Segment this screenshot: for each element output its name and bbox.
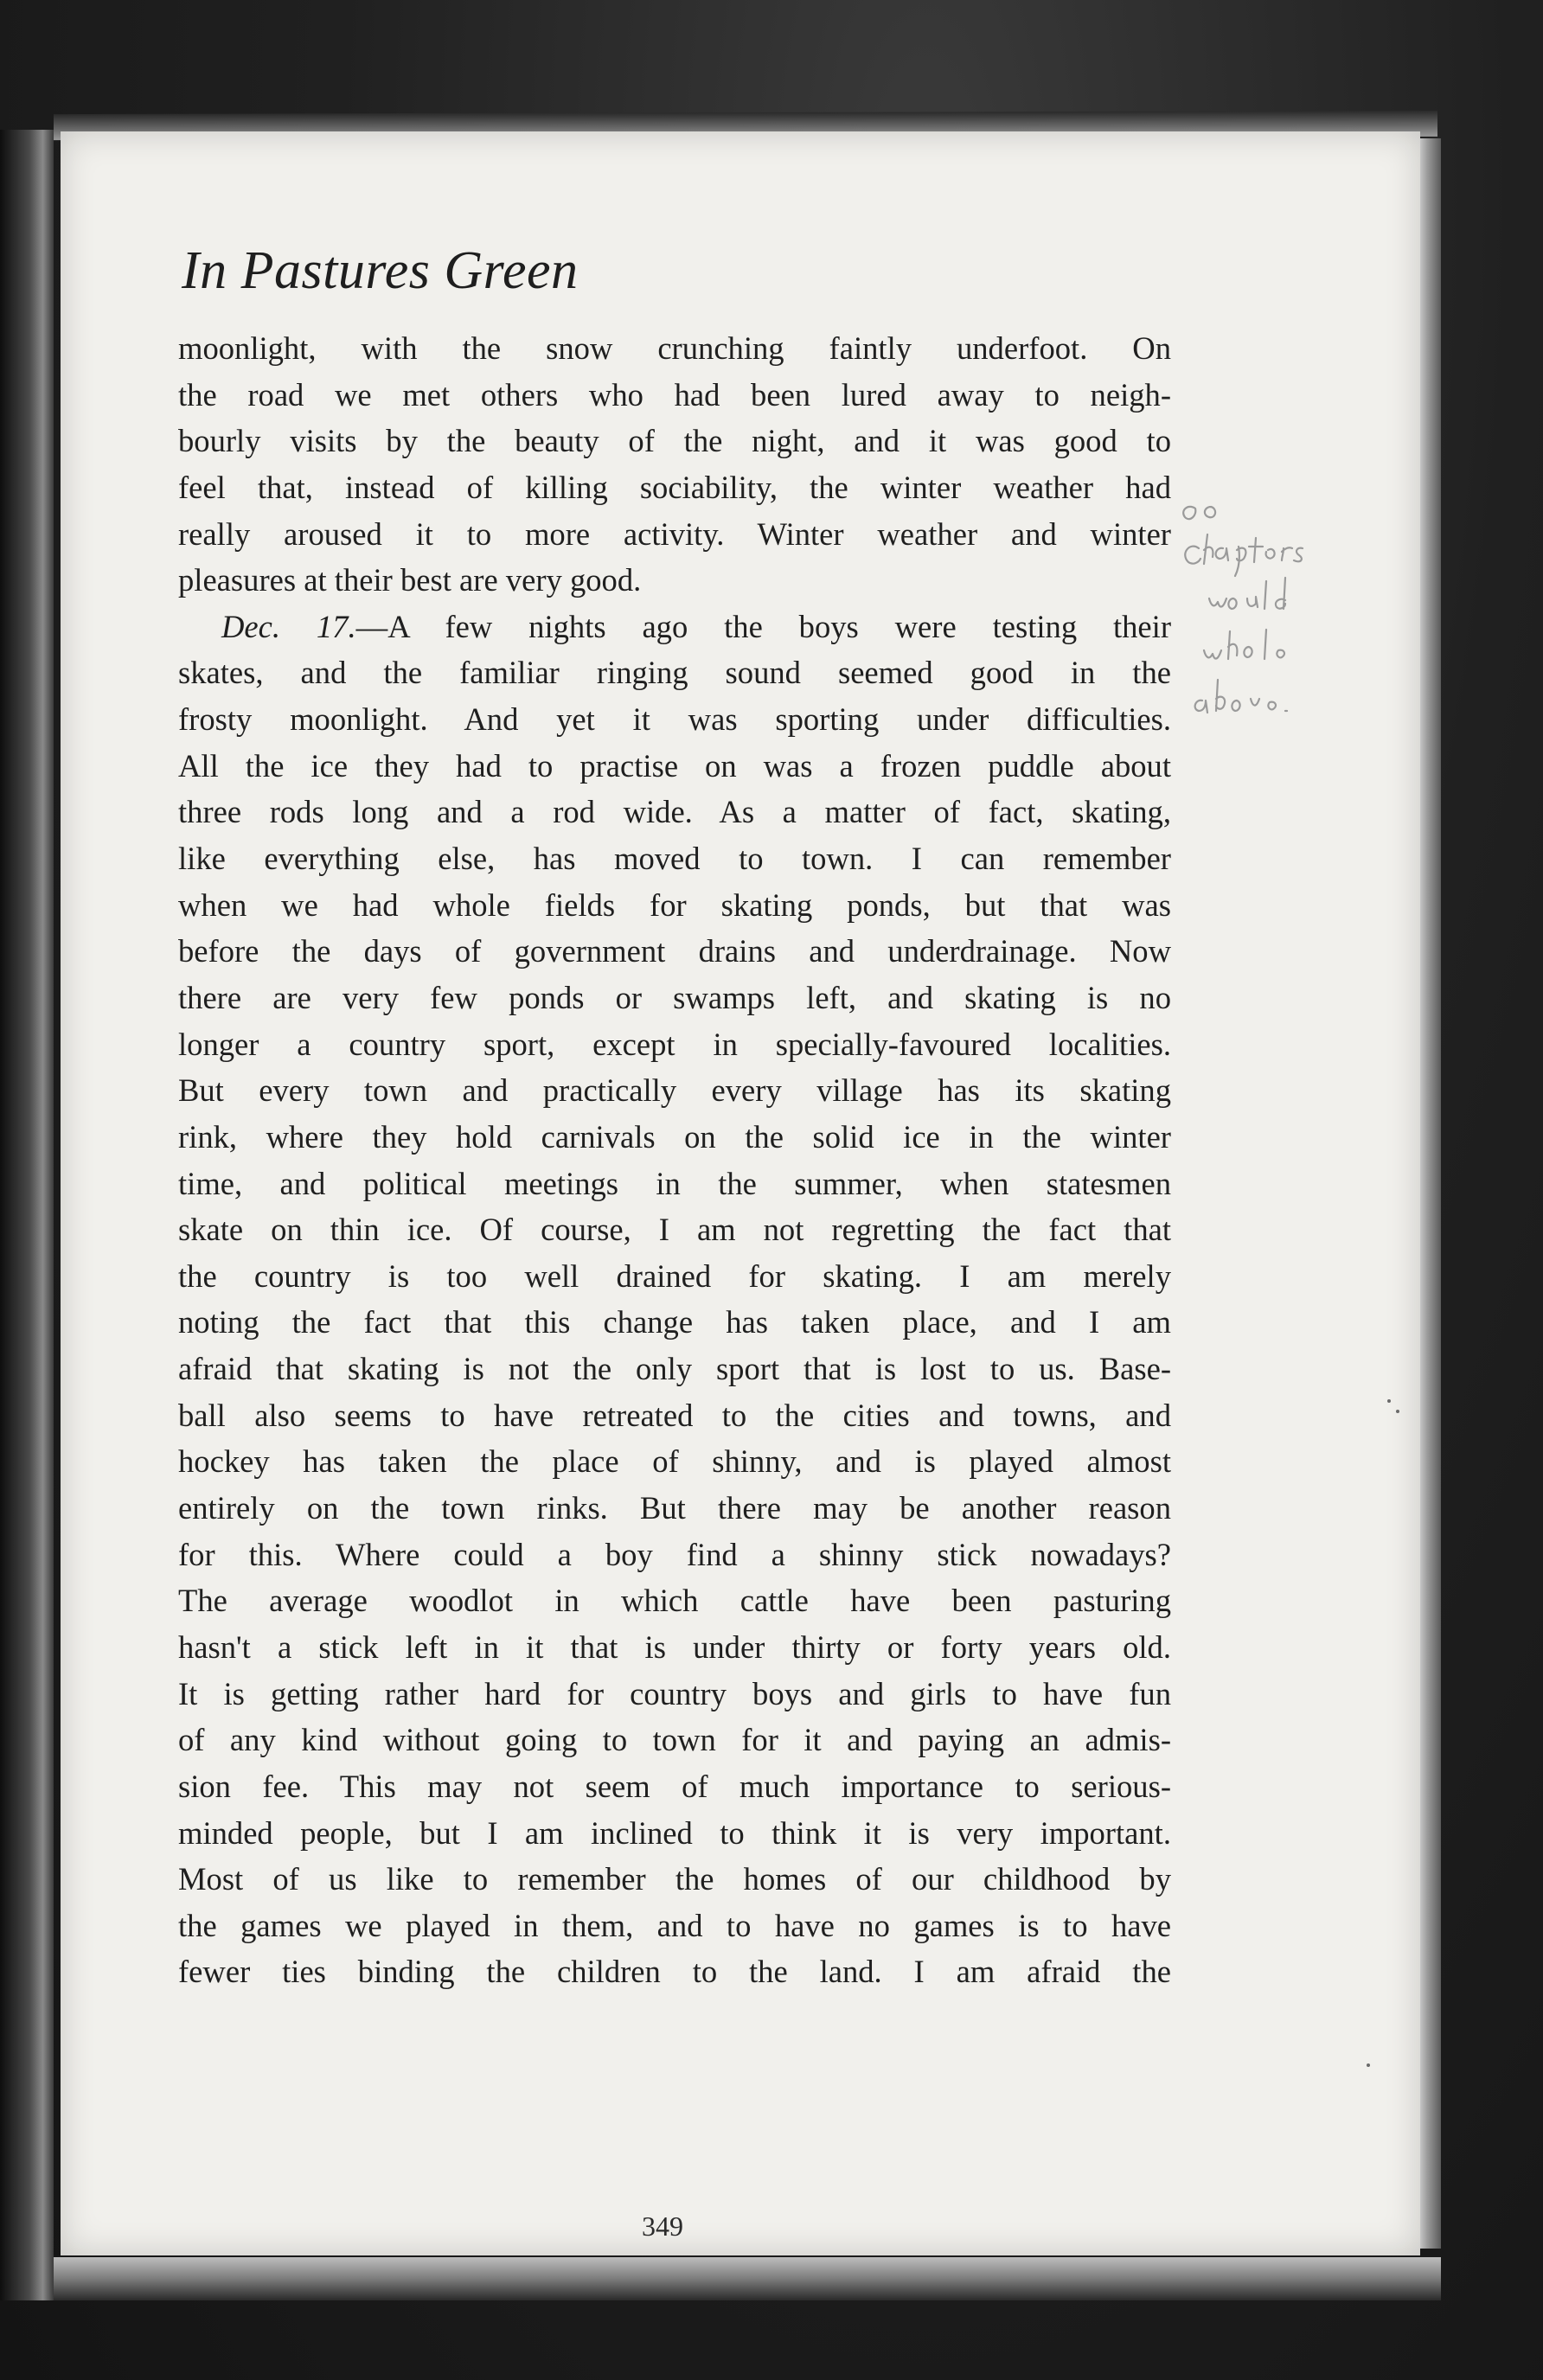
text-line: hockey has taken the place of shinny, and is played almost — [178, 1443, 1171, 1480]
text-line: pleasures at their best are very good. — [178, 562, 642, 598]
text-line: skate on thin ice. Of course, I am not regretting the fact that — [178, 1212, 1171, 1248]
text-line: there are very few ponds or swamps left, and skating is no — [178, 979, 1171, 1015]
entry-first-line-text: —A few nights ago the boys were testing their — [355, 608, 1171, 644]
text-line: for this. Where could a boy find a shinny stick nowadays? — [178, 1536, 1171, 1572]
running-head: In Pastures Green — [182, 241, 579, 300]
text-line: like everything else, has moved to town. I can remember — [178, 841, 1171, 877]
text-line: moonlight, with the snow crunching faintly underfoot. On — [178, 330, 1171, 366]
text-line: noting the fact that this change has taken place, and I am — [178, 1304, 1171, 1340]
scan-speck — [1367, 2063, 1370, 2067]
entry-date: Dec. 17. — [221, 608, 356, 644]
text-line: Most of us like to remember the homes of our childhood by — [178, 1861, 1171, 1897]
text-line: The average woodlot in which cattle have been pasturing — [178, 1583, 1171, 1619]
text-line: ball also seems to have retreated to the cities and towns, and — [178, 1397, 1171, 1433]
text-line: afraid that skating is not the only sport that is lost to us. Base- — [178, 1351, 1171, 1387]
page-stack-bottom — [54, 2257, 1441, 2300]
text-line: hasn't a stick left in it that is under thirty or forty years old. — [178, 1628, 1171, 1665]
text-line: All the ice they had to practise on was a frozen puddle about — [178, 747, 1171, 784]
text-line: frosty moonlight. And yet it was sporting under difficulties. — [178, 701, 1171, 738]
text-line: skates, and the familiar ringing sound seemed good in the — [178, 655, 1171, 691]
text-line: But every town and practically every village has its skating — [178, 1072, 1171, 1109]
page-stack-right — [1418, 138, 1441, 2249]
text-line: the games we played in them, and to have no games is to have — [178, 1907, 1171, 1943]
scan-speck — [1387, 1399, 1391, 1403]
handwritten-scribble — [1176, 484, 1427, 778]
text-line: entirely on the town rinks. But there may be another reason — [178, 1490, 1171, 1526]
text-line: really aroused it to more activity. Winter weather and winter — [178, 515, 1171, 552]
handwritten-margin-note — [1176, 484, 1427, 778]
book-spine-edge — [0, 130, 54, 2300]
text-line: fewer ties binding the children to the land. I am afraid the — [178, 1954, 1171, 1990]
text-line: bourly visits by the beauty of the night, and it was good to — [178, 423, 1171, 459]
body-text — [178, 325, 1171, 1995]
scan-speck — [1396, 1410, 1399, 1413]
text-line: of any kind without going to town for it and paying an admis- — [178, 1722, 1171, 1758]
text-line: the road we met others who had been lured away to neigh- — [178, 376, 1171, 413]
text-line: three rods long and a rod wide. As a matter of fact, skating, — [178, 794, 1171, 830]
text-line: minded people, but I am inclined to think it is very important. — [178, 1814, 1171, 1851]
text-line: time, and political meetings in the summer, when statesmen — [178, 1165, 1171, 1201]
text-line: when we had whole fields for skating ponds, but that was — [178, 886, 1171, 923]
text-line: longer a country sport, except in specially-favoured localities. — [178, 1026, 1171, 1062]
entry-first-line — [178, 604, 1171, 650]
text-line: sion fee. This may not seem of much importance to serious- — [178, 1768, 1171, 1804]
text-line: feel that, instead of killing sociability, the winter weather had — [178, 469, 1171, 505]
page-number: 349 — [642, 2210, 683, 2242]
text-line: rink, where they hold carnivals on the solid ice in the winter — [178, 1118, 1171, 1155]
text-line: before the days of government drains and underdrainage. Now — [178, 933, 1171, 969]
text-line: the country is too well drained for skating. I am merely — [178, 1257, 1171, 1294]
text-line: It is getting rather hard for country boys and girls to have fun — [178, 1675, 1171, 1711]
